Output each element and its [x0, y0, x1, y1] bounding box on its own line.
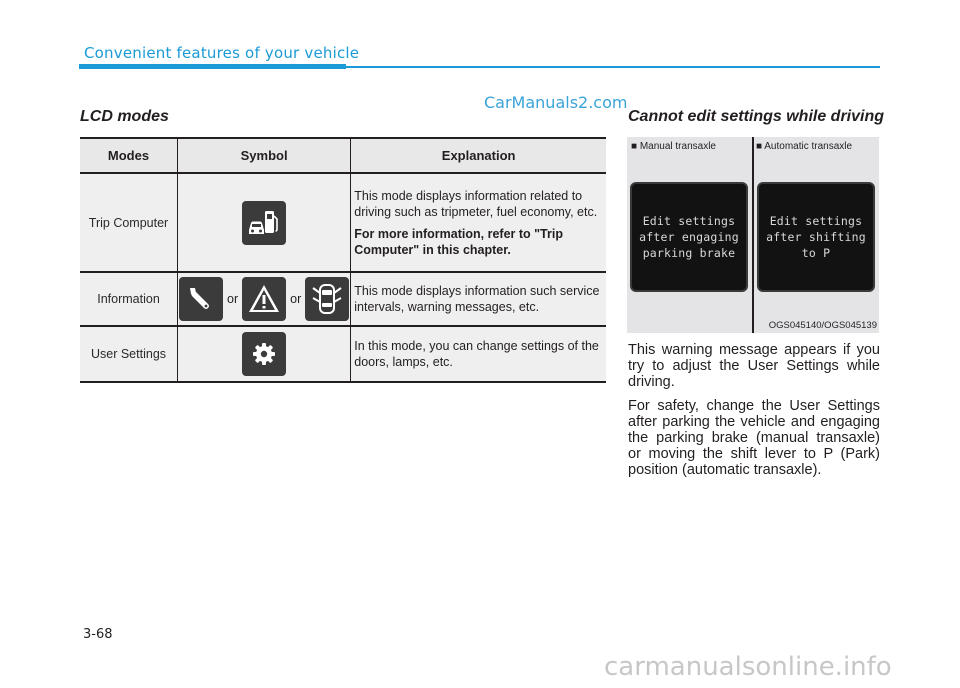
table-row — [80, 272, 606, 326]
or-label: or — [290, 292, 302, 306]
explanation-text: This mode displays information such service intervals, warning messages, etc. — [354, 284, 600, 314]
body-paragraph: This warning message appears if you try to adjust the User Settings while driving. — [628, 342, 880, 390]
header-rule-thick — [79, 64, 346, 69]
manual-warning-screen — [630, 182, 748, 292]
symbol-cell — [178, 173, 351, 272]
header-symbol: Symbol — [178, 138, 351, 173]
symbol-cell — [178, 272, 351, 326]
explanation-text: In this mode, you can change settings of the doors, lamps, etc. — [354, 339, 599, 369]
figure-code: OGS045140/OGS045139 — [768, 320, 877, 331]
screen-line: after shifting — [766, 230, 866, 244]
lcd-modes-title: LCD modes — [80, 108, 169, 125]
explanation-cell — [351, 173, 606, 272]
car-doors-open-icon — [305, 277, 349, 321]
header-explanation: Explanation — [351, 138, 606, 173]
screen-line: Edit settings — [769, 214, 863, 228]
automatic-warning-screen — [757, 182, 875, 292]
header-modes: Modes — [80, 138, 178, 173]
mode-information: Information — [80, 272, 178, 326]
explanation-reference: For more information, refer to "Trip Computer" in this chapter. — [354, 226, 563, 257]
warning-screens-figure — [627, 137, 879, 333]
cannot-edit-body — [628, 342, 880, 486]
symbol-cell — [178, 326, 351, 382]
body-paragraph: For safety, change the User Settings after parking the vehicle and engaging the parking brake (manual transaxle) or moving the shift lever to P (Park) position (automatic transaxle). — [628, 398, 880, 478]
figure-divider — [752, 137, 754, 333]
table-row — [80, 173, 606, 272]
explanation-cell — [351, 326, 606, 382]
wrench-icon — [179, 277, 223, 321]
screen-line: Edit settings — [642, 214, 736, 228]
header-rule-thin — [346, 66, 880, 68]
explanation-cell — [351, 272, 606, 326]
page-number: 3-68 — [83, 627, 113, 642]
watermark-top: CarManuals2.com — [484, 93, 628, 112]
car-fuel-pump-icon — [242, 201, 286, 245]
or-label: or — [227, 292, 239, 306]
screen-line: after engaging — [639, 230, 739, 244]
mode-user-settings: User Settings — [80, 326, 178, 382]
warning-triangle-icon — [242, 277, 286, 321]
explanation-text: This mode displays information related to driving such as tripmeter, fuel economy, etc. — [354, 188, 598, 219]
table-row — [80, 326, 606, 382]
mode-trip-computer: Trip Computer — [80, 173, 178, 272]
gear-icon — [242, 332, 286, 376]
screen-line: to P — [801, 246, 831, 260]
watermark-bottom: carmanualsonline.info — [604, 652, 892, 682]
manual-transaxle-label: ■ Manual transaxle — [631, 141, 716, 152]
automatic-transaxle-label: ■ Automatic transaxle — [756, 141, 853, 152]
lcd-modes-table — [80, 137, 606, 383]
screen-line: parking brake — [642, 246, 736, 260]
table-header-row — [80, 138, 606, 173]
cannot-edit-title: Cannot edit settings while driving — [628, 108, 885, 125]
chapter-header: Convenient features of your vehicle — [84, 44, 360, 62]
